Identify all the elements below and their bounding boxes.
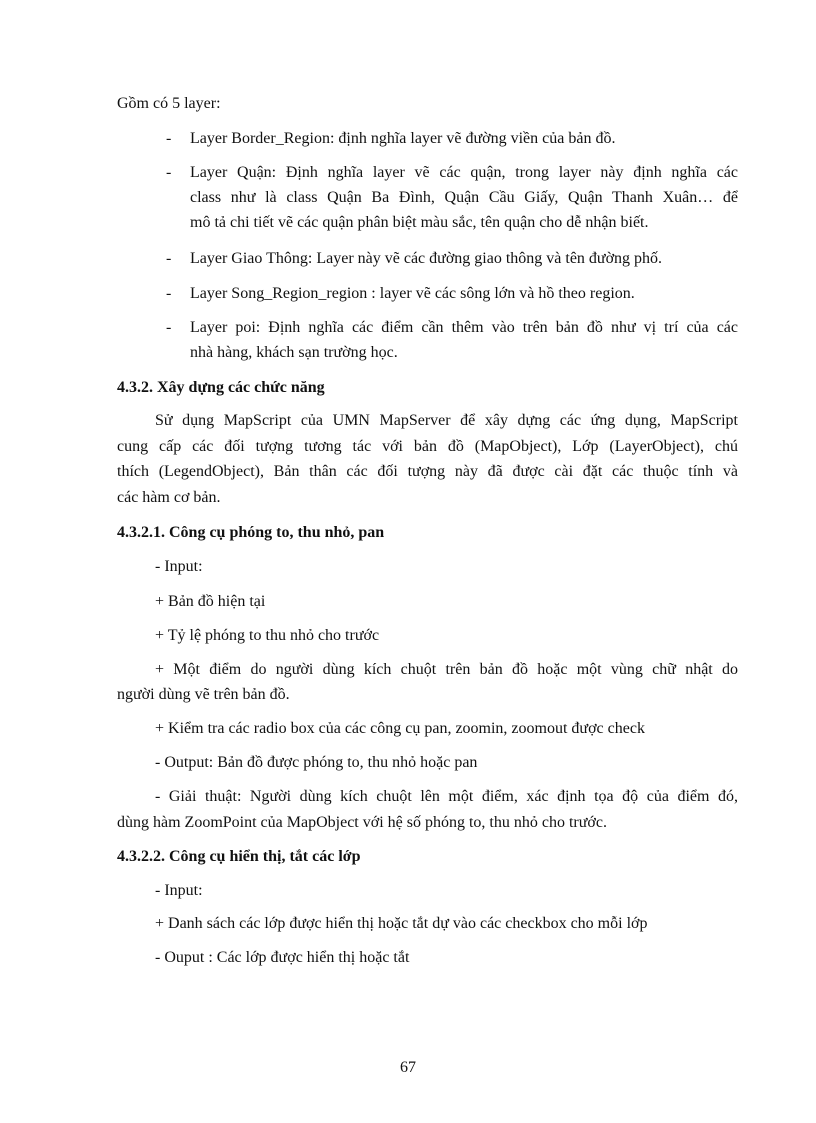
bullet-dash: - — [166, 164, 172, 181]
input-item-point-line1: + Một điểm do người dùng kích chuột trên bản đồ hoặc một vùng chữ nhật do — [155, 661, 738, 678]
section-432-para-line2: cung cấp các đối tượng tương tác với bản đồ (MapObject), Lớp (LayerObject), chú — [117, 438, 738, 455]
bullet-dash: - — [166, 130, 172, 147]
layer-item-poi-line2: nhà hàng, khách sạn trường học. — [190, 344, 398, 361]
bullet-dash: - — [166, 319, 172, 336]
input-label: - Input: — [155, 558, 203, 575]
layer-item-border: Layer Border_Region: định nghĩa layer vẽ đường viền của bản đồ. — [190, 130, 616, 147]
input-label: - Input: — [155, 882, 203, 899]
input-item-layer-list: + Danh sách các lớp được hiển thị hoặc tắt dự vào các checkbox cho mỗi lớp — [155, 915, 648, 932]
section-heading-4322: 4.3.2.2. Công cụ hiển thị, tắt các lớp — [117, 848, 361, 865]
input-item-current-map: + Bản đồ hiện tại — [155, 593, 266, 610]
layer-item-giaothong: Layer Giao Thông: Layer này vẽ các đường giao thông và tên đường phố. — [190, 250, 663, 267]
section-432-para-line4: các hàm cơ bản. — [117, 489, 221, 506]
input-item-radio-check: + Kiểm tra các radio box của các công cụ pan, zoomin, zoomout được check — [155, 720, 645, 737]
bullet-dash: - — [166, 250, 172, 267]
layer-item-song: Layer Song_Region_region : layer vẽ các sông lớn và hồ theo region. — [190, 285, 635, 302]
layer-item-quan-line1: Layer Quận: Định nghĩa layer vẽ các quận, trong layer này định nghĩa các — [190, 164, 738, 181]
output-text: - Output: Bản đồ được phóng to, thu nhỏ hoặc pan — [155, 754, 478, 771]
section-432-para-line3: thích (LegendObject), Bản thân các đối tượng này đã được cài đặt các thuộc tính và — [117, 463, 738, 480]
input-item-point-line2: người dùng vẽ trên bản đồ. — [117, 686, 290, 703]
algorithm-line1: - Giải thuật: Người dùng kích chuột lên một điểm, xác định tọa độ của điểm đó, — [155, 788, 738, 805]
section-heading-4321: 4.3.2.1. Công cụ phóng to, thu nhỏ, pan — [117, 524, 385, 541]
section-432-para-line1: Sử dụng MapScript của UMN MapServer để xây dựng các ứng dụng, MapScript — [155, 412, 738, 429]
layer-item-quan-line2: class như là class Quận Ba Đình, Quận Cầu Giấy, Quận Thanh Xuân… để — [190, 189, 738, 206]
page-number: 67 — [400, 1059, 416, 1076]
bullet-dash: - — [166, 285, 172, 302]
section-heading-432: 4.3.2. Xây dựng các chức năng — [117, 379, 325, 396]
algorithm-line2: dùng hàm ZoomPoint của MapObject với hệ số phóng to, thu nhỏ cho trước. — [117, 814, 607, 831]
input-item-zoom-ratio: + Tỷ lệ phóng to thu nhỏ cho trước — [155, 627, 380, 644]
layer-item-quan-line3: mô tả chi tiết vẽ các quận phân biệt màu sắc, tên quận cho dễ nhận biết. — [190, 214, 649, 231]
intro-text: Gồm có 5 layer: — [117, 95, 221, 112]
output-text: - Ouput : Các lớp được hiển thị hoặc tắt — [155, 949, 410, 966]
layer-item-poi-line1: Layer poi: Định nghĩa các điểm cần thêm vào trên bản đồ như vị trí của các — [190, 319, 738, 336]
